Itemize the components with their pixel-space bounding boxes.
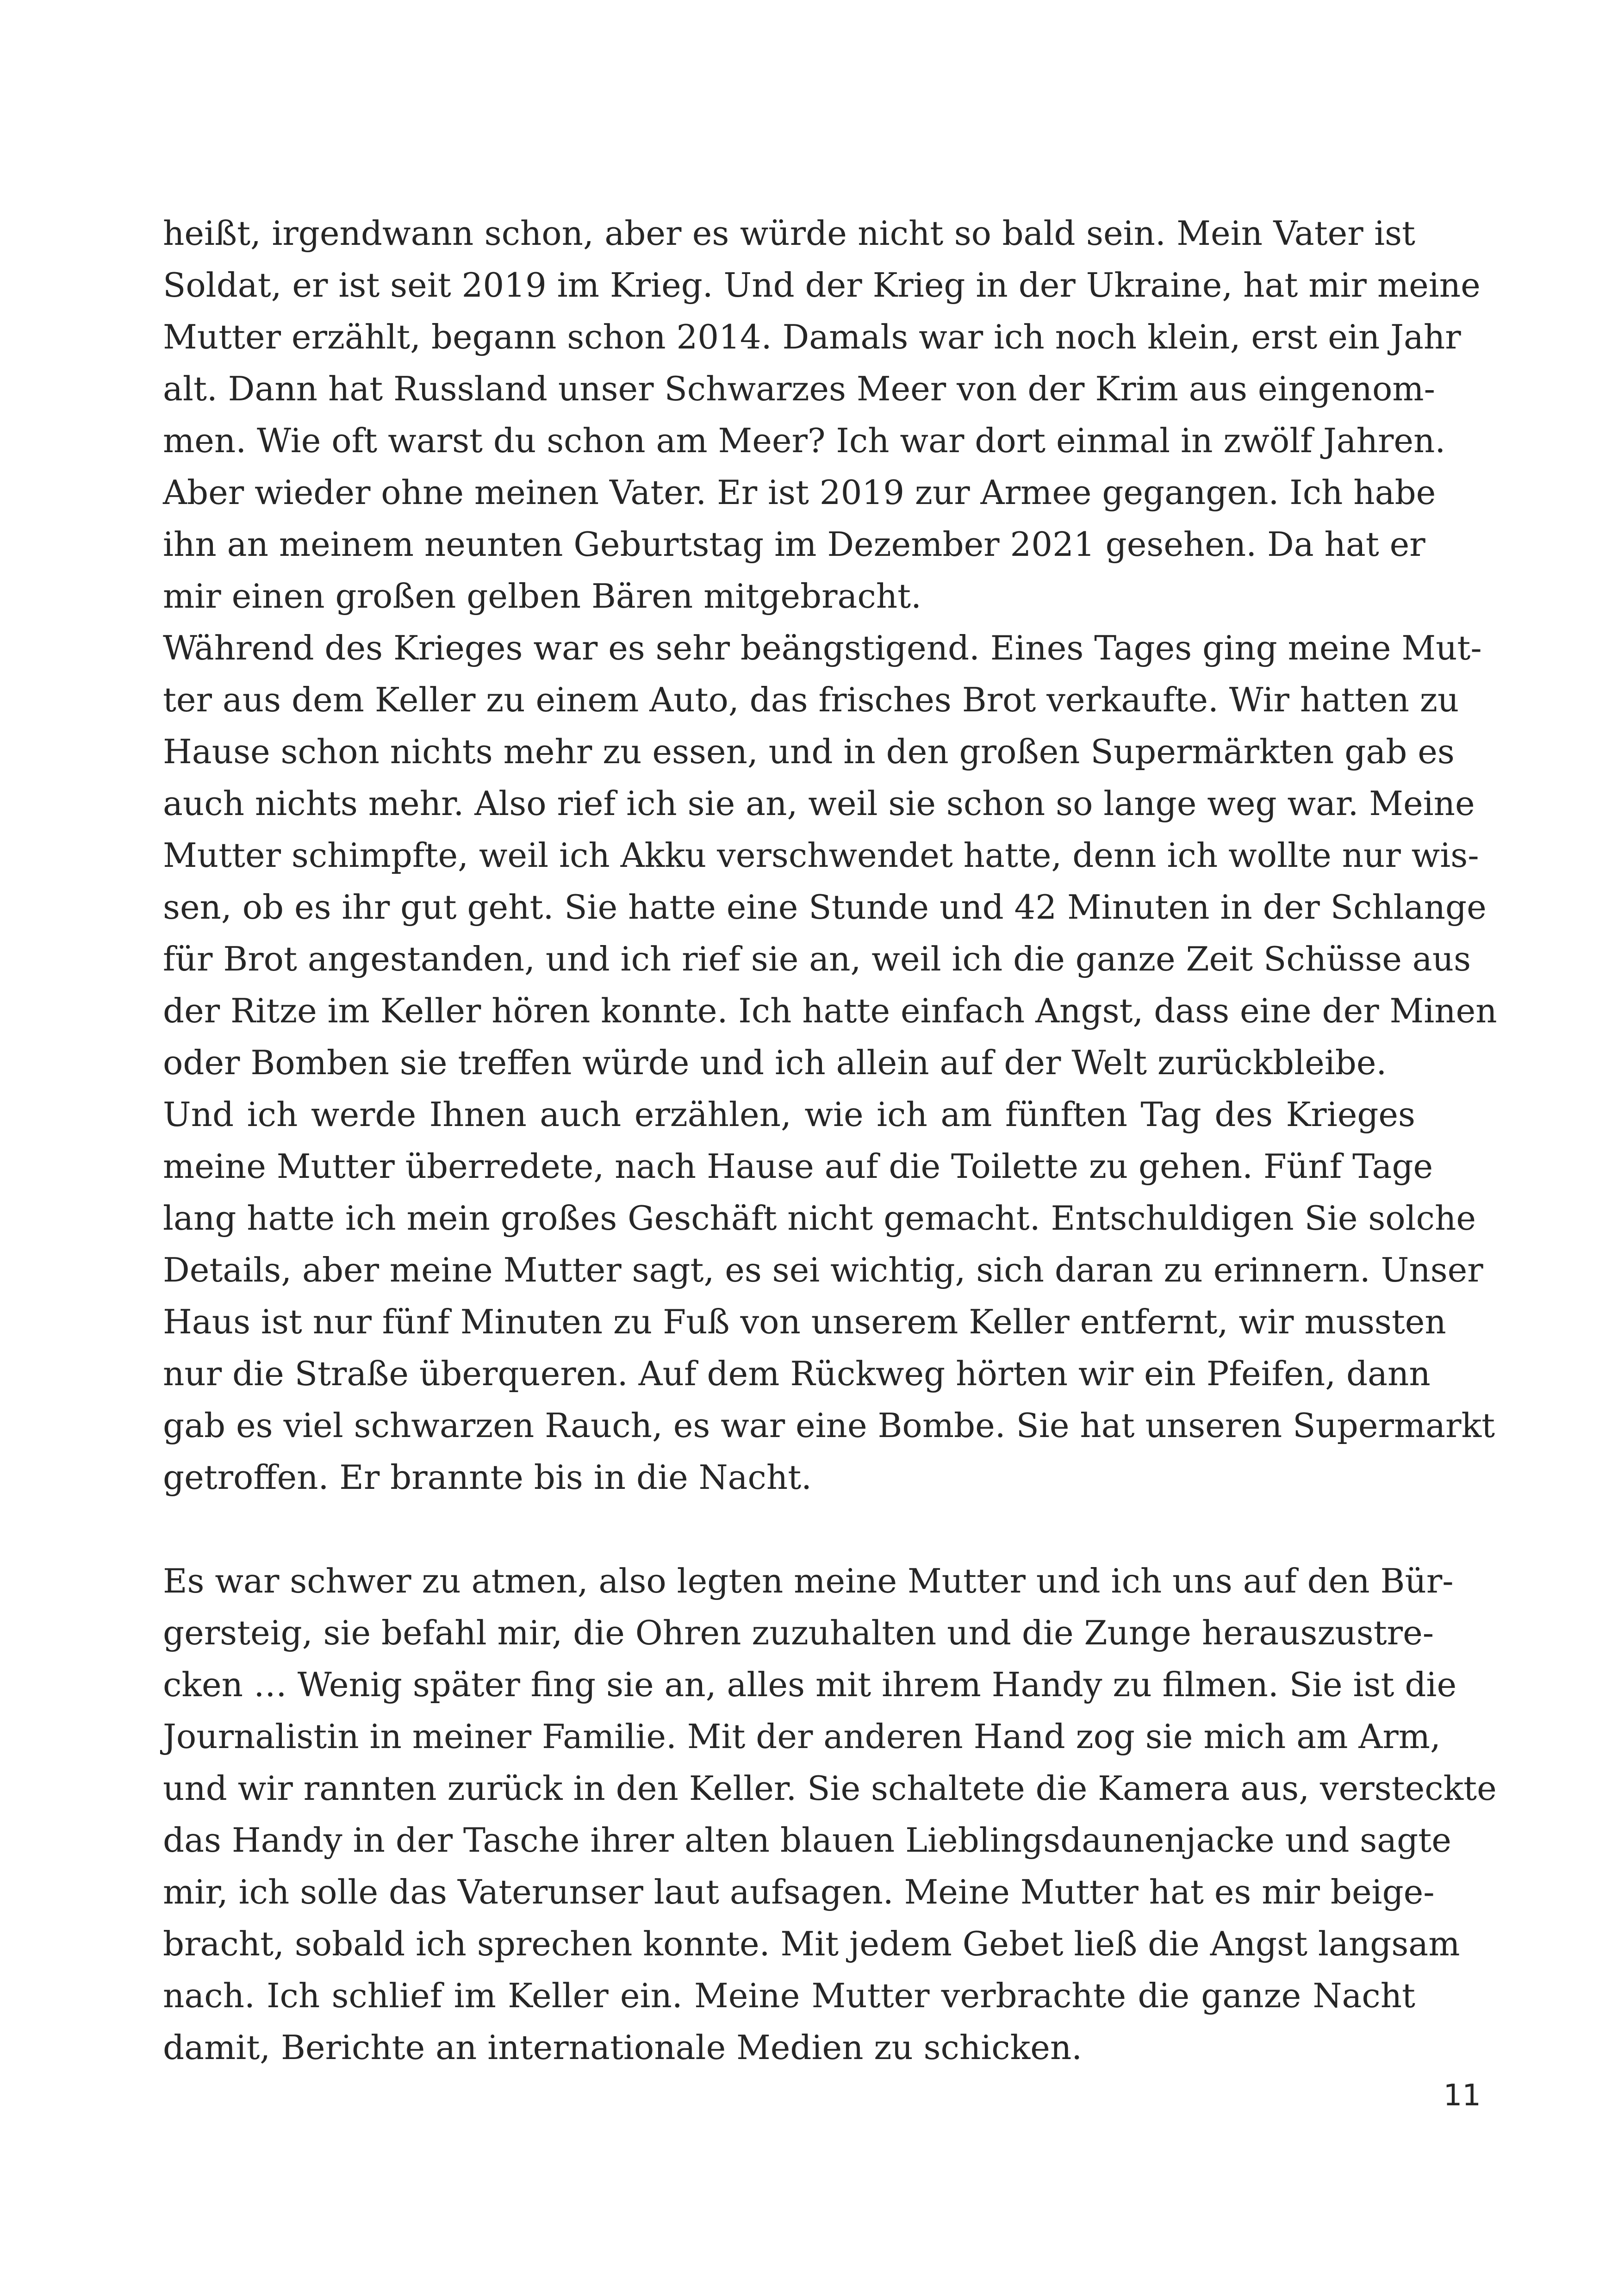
text-line: ihn an meinem neunten Geburtstag im Dezember 2021 gesehen. Da hat er [163,525,1425,564]
text-line: und wir rannten zurück in den Keller. Sie schaltete die Kamera aus, versteckte [163,1769,1497,1808]
text-line: gab es viel schwarzen Rauch, es war eine Bombe. Sie hat unseren Supermarkt [163,1406,1495,1445]
text-line: meine Mutter überredete, nach Hause auf die Toilette zu gehen. Fünf Tage [163,1147,1433,1186]
text-line: Hause schon nichts mehr zu essen, und in den großen Supermärkten gab es [163,732,1455,771]
paragraph [163,622,1497,1089]
text-line: Mutter schimpfte, weil ich Akku verschwendet hatte, denn ich wollte nur wis- [163,836,1479,875]
text-line: auch nichts mehr. Also rief ich sie an, weil sie schon so lange weg war. Meine [163,784,1475,823]
text-line: alt. Dann hat Russland unser Schwarzes Meer von der Krim aus eingenom- [163,369,1435,408]
text-line: gersteig, sie befahl mir, die Ohren zuzuhalten und die Zunge herauszustre- [163,1613,1434,1652]
text-line: Und ich werde Ihnen auch erzählen, wie ich am fünften Tag des Krieges [163,1095,1415,1134]
text-line: Während des Krieges war es sehr beängstigend. Eines Tages ging meine Mut- [163,628,1482,667]
text-line: das Handy in der Tasche ihrer alten blauen Lieblingsdaunenjacke und sagte [163,1821,1451,1860]
text-line: nur die Straße überqueren. Auf dem Rückweg hörten wir ein Pfeifen, dann [163,1354,1431,1393]
text-line: Journalistin in meiner Familie. Mit der anderen Hand zog sie mich am Arm, [163,1717,1441,1756]
body-text [163,207,1497,2073]
paragraph [163,1555,1497,2073]
text-line: ter aus dem Keller zu einem Auto, das frisches Brot verkaufte. Wir hatten zu [163,680,1459,719]
text-line: Haus ist nur fünf Minuten zu Fuß von unserem Keller entfernt, wir mussten [163,1302,1446,1341]
text-line: Es war schwer zu atmen, also legten meine Mutter und ich uns auf den Bür- [163,1562,1454,1600]
text-line: heißt, irgendwann schon, aber es würde nicht so bald sein. Mein Vater ist [163,214,1415,253]
text-line: cken … Wenig später fing sie an, alles mit ihrem Handy zu filmen. Sie ist die [163,1665,1457,1704]
text-line: für Brot angestanden, und ich rief sie an, weil ich die ganze Zeit Schüsse aus [163,940,1471,978]
text-line: sen, ob es ihr gut geht. Sie hatte eine Stunde und 42 Minuten in der Schlange [163,888,1487,927]
page-number: 11 [1443,2078,1481,2113]
paragraph [163,207,1481,622]
text-line: Aber wieder ohne meinen Vater. Er ist 2019 zur Armee gegangen. Ich habe [163,473,1436,512]
paragraph-spacer [163,1503,1415,1555]
text-line: lang hatte ich mein großes Geschäft nicht gemacht. Entschuldigen Sie solche [163,1199,1476,1238]
text-line: mir einen großen gelben Bären mitgebracht. [163,577,921,616]
text-line: mir, ich solle das Vaterunser laut aufsagen. Meine Mutter hat es mir beige- [163,1873,1435,1911]
text-line: damit, Berichte an internationale Medien zu schicken. [163,2028,1083,2067]
text-line: der Ritze im Keller hören konnte. Ich hatte einfach Angst, dass eine der Minen [163,991,1497,1030]
text-line: Soldat, er ist seit 2019 im Krieg. Und der Krieg in der Ukraine, hat mir meine [163,266,1481,305]
text-line: men. Wie oft warst du schon am Meer? Ich war dort einmal in zwölf Jahren. [163,421,1446,460]
text-line: Details, aber meine Mutter sagt, es sei wichtig, sich daran zu erinnern. Unser [163,1251,1483,1289]
paragraph [163,1089,1495,1503]
text-line: getroffen. Er brannte bis in die Nacht. [163,1458,812,1497]
text-line: bracht, sobald ich sprechen konnte. Mit jedem Gebet ließ die Angst langsam [163,1924,1460,1963]
text-line: Mutter erzählt, begann schon 2014. Damals war ich noch klein, erst ein Jahr [163,317,1461,356]
text-line: nach. Ich schlief im Keller ein. Meine Mutter verbrachte die ganze Nacht [163,1976,1415,2015]
text-line: oder Bomben sie treffen würde und ich allein auf der Welt zurückbleibe. [163,1043,1387,1082]
